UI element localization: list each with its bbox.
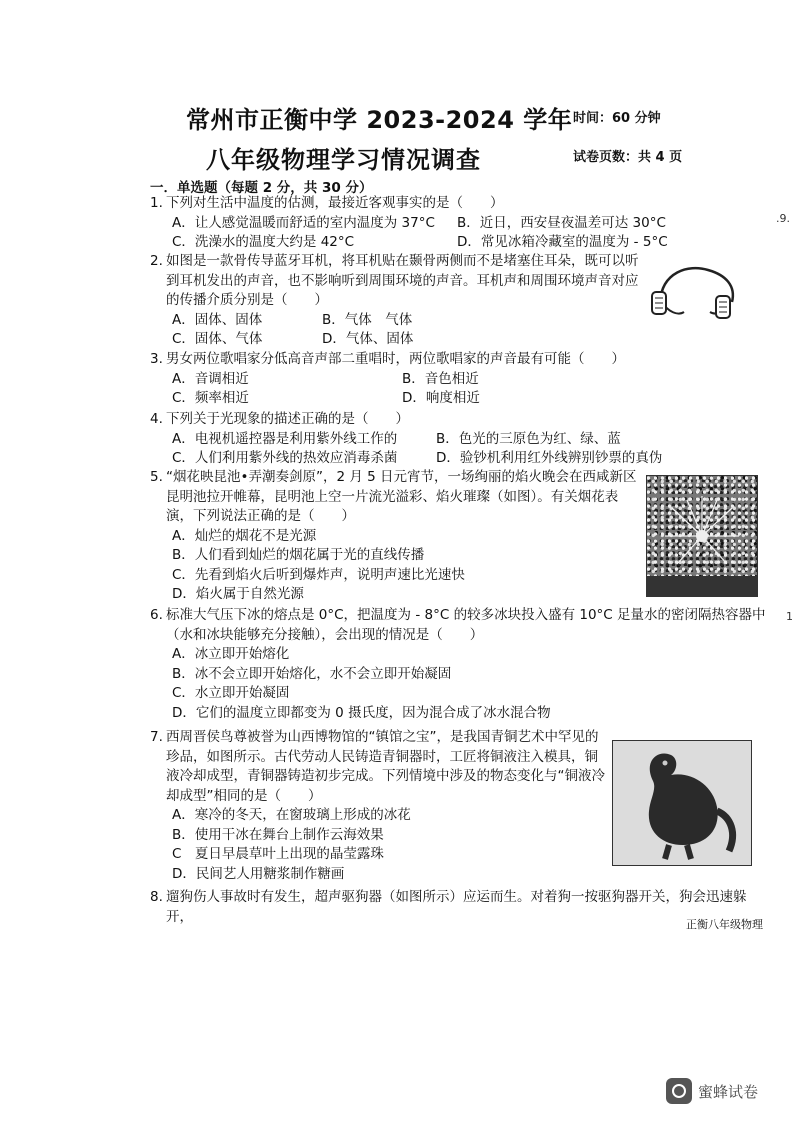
option-a: A．电视机遥控器是利用紫外线工作的	[172, 430, 398, 447]
question-2	[150, 252, 640, 350]
question-stem: 下列关于光现象的描述正确的是（ ）	[166, 411, 409, 427]
option-a: A．灿烂的烟花不是光源	[172, 527, 317, 544]
bone-conduction-earphone-icon	[648, 262, 744, 326]
option-c: C．水立即开始凝固	[172, 685, 290, 701]
exam-title-line1: 常州市正衡中学 2023-2024 学年	[186, 106, 573, 134]
option-b: B．人们看到灿烂的烟花属于光的直线传播	[172, 547, 425, 563]
question-number: 5.	[150, 469, 163, 485]
option-a: A．冰立即开始熔化	[172, 646, 290, 662]
watermark	[666, 1078, 758, 1104]
question-1	[150, 194, 670, 253]
question-stem: 遛狗伤人事故时有发生，超声驱狗器（如图所示）应运而生。对着狗一按驱狗器开关，狗会迅速躲开，	[166, 889, 747, 925]
question-number: 8.	[150, 889, 163, 905]
footer-label: 正衡八年级物理	[686, 918, 763, 931]
option-b: B．音色相近	[402, 370, 479, 387]
margin-mark-top: .9.	[776, 212, 790, 225]
option-b: B．近日，西安昼夜温差可达 30°C	[457, 214, 666, 231]
question-8	[150, 888, 770, 927]
question-number: 1.	[150, 195, 163, 211]
option-d: D．验钞机利用红外线辨别钞票的真伪	[436, 450, 663, 466]
option-c: C．频率相近	[172, 390, 249, 406]
question-7	[150, 728, 606, 884]
option-b: B．气体 气体	[322, 311, 413, 328]
question-stem: 下列对生活中温度的估测，最接近客观事实的是（ ）	[166, 195, 504, 211]
option-d: D．它们的温度立即都变为 0 摄氏度，因为混合成了冰水混合物	[172, 704, 551, 721]
question-stem: “烟花映昆池•弄潮奏剑原”，2 月 5 日元宵节，一场绚丽的焰火晚会在西咸新区昆明池拉开帷幕，昆明池上空一片流光溢彩、焰火璀璨（如图）。有关烟花表演，下列说法正确的是（ ）	[166, 469, 637, 524]
fireworks-photo	[646, 475, 758, 597]
option-b: B．色光的三原色为红、绿、蓝	[436, 430, 621, 447]
margin-mark-mid: 1	[786, 610, 793, 623]
question-stem: 西周晋侯鸟尊被誉为山西博物馆的“镇馆之宝”，是我国青铜艺术中罕见的珍品，如图所示。古代劳动人民铸造青铜器时，工匠将铜液注入模具，铜液冷却成型，青铜器铸造初步完成。下列情境中涉及的物态变化与“铜液冷却成型”相同的是（ ）	[166, 729, 605, 804]
question-6	[150, 606, 780, 723]
option-c: C．固体、气体	[172, 331, 263, 347]
question-number: 4.	[150, 411, 163, 427]
option-a: A．让人感觉温暖而舒适的室内温度为 37°C	[172, 214, 435, 231]
question-4	[150, 410, 663, 469]
option-b: B．冰不会立即开始熔化，水不会立即开始凝固	[172, 665, 452, 682]
option-c: C．先看到焰火后听到爆炸声，说明声速比光速快	[172, 566, 465, 583]
question-number: 3.	[150, 351, 163, 367]
bronze-bird-vessel-photo	[612, 740, 752, 866]
question-number: 6.	[150, 607, 163, 623]
question-stem: 标准大气压下冰的熔点是 0°C，把温度为 - 8°C 的较多冰块投入盛有 10°C 足量水的密闭隔热容器中（水和冰块能够充分接触），会出现的情况是（ ）	[166, 607, 766, 643]
option-a: A．固体、固体	[172, 311, 263, 328]
option-d: D．响度相近	[402, 390, 480, 406]
option-d: D．焰火属于自然光源	[172, 586, 304, 602]
question-stem: 如图是一款骨传导蓝牙耳机，将耳机贴在颞骨两侧而不是堵塞住耳朵，既可以听到耳机发出的声音，也不影响听到周围环境的声音。耳机声和周围环境声音对应的传播介质分别是（ ）	[166, 253, 639, 308]
option-a: A．音调相近	[172, 370, 249, 387]
option-a: A．寒冷的冬天，在窗玻璃上形成的冰花	[172, 807, 411, 823]
option-d: D．民间艺人用糖浆制作糖画	[172, 865, 345, 882]
question-3	[150, 350, 670, 409]
option-c: C 夏日早晨草叶上出现的晶莹露珠	[172, 846, 384, 862]
exam-time: 时间：60 分钟	[573, 111, 661, 126]
question-number: 7.	[150, 729, 163, 745]
option-c: C．人们利用紫外线的热效应消毒杀菌	[172, 450, 398, 466]
watermark-text: 蜜蜂试卷	[698, 1082, 759, 1101]
section-title: 一．单选题（每题 2 分，共 30 分）	[150, 180, 373, 196]
question-5	[150, 468, 638, 605]
question-number: 2.	[150, 253, 163, 269]
option-d: D．常见冰箱冷藏室的温度为 - 5°C	[457, 234, 668, 250]
exam-pages: 试卷页数：共 4 页	[573, 150, 683, 165]
option-d: D．气体、固体	[322, 331, 414, 347]
option-b: B．使用干冰在舞台上制作云海效果	[172, 826, 384, 843]
bee-logo-icon	[666, 1078, 692, 1104]
exam-title-line2: 八年级物理学习情况调查	[206, 146, 481, 174]
question-stem: 男女两位歌唱家分低高音声部二重唱时，两位歌唱家的声音最有可能（ ）	[166, 351, 625, 367]
option-c: C．洗澡水的温度大约是 42°C	[172, 234, 355, 250]
